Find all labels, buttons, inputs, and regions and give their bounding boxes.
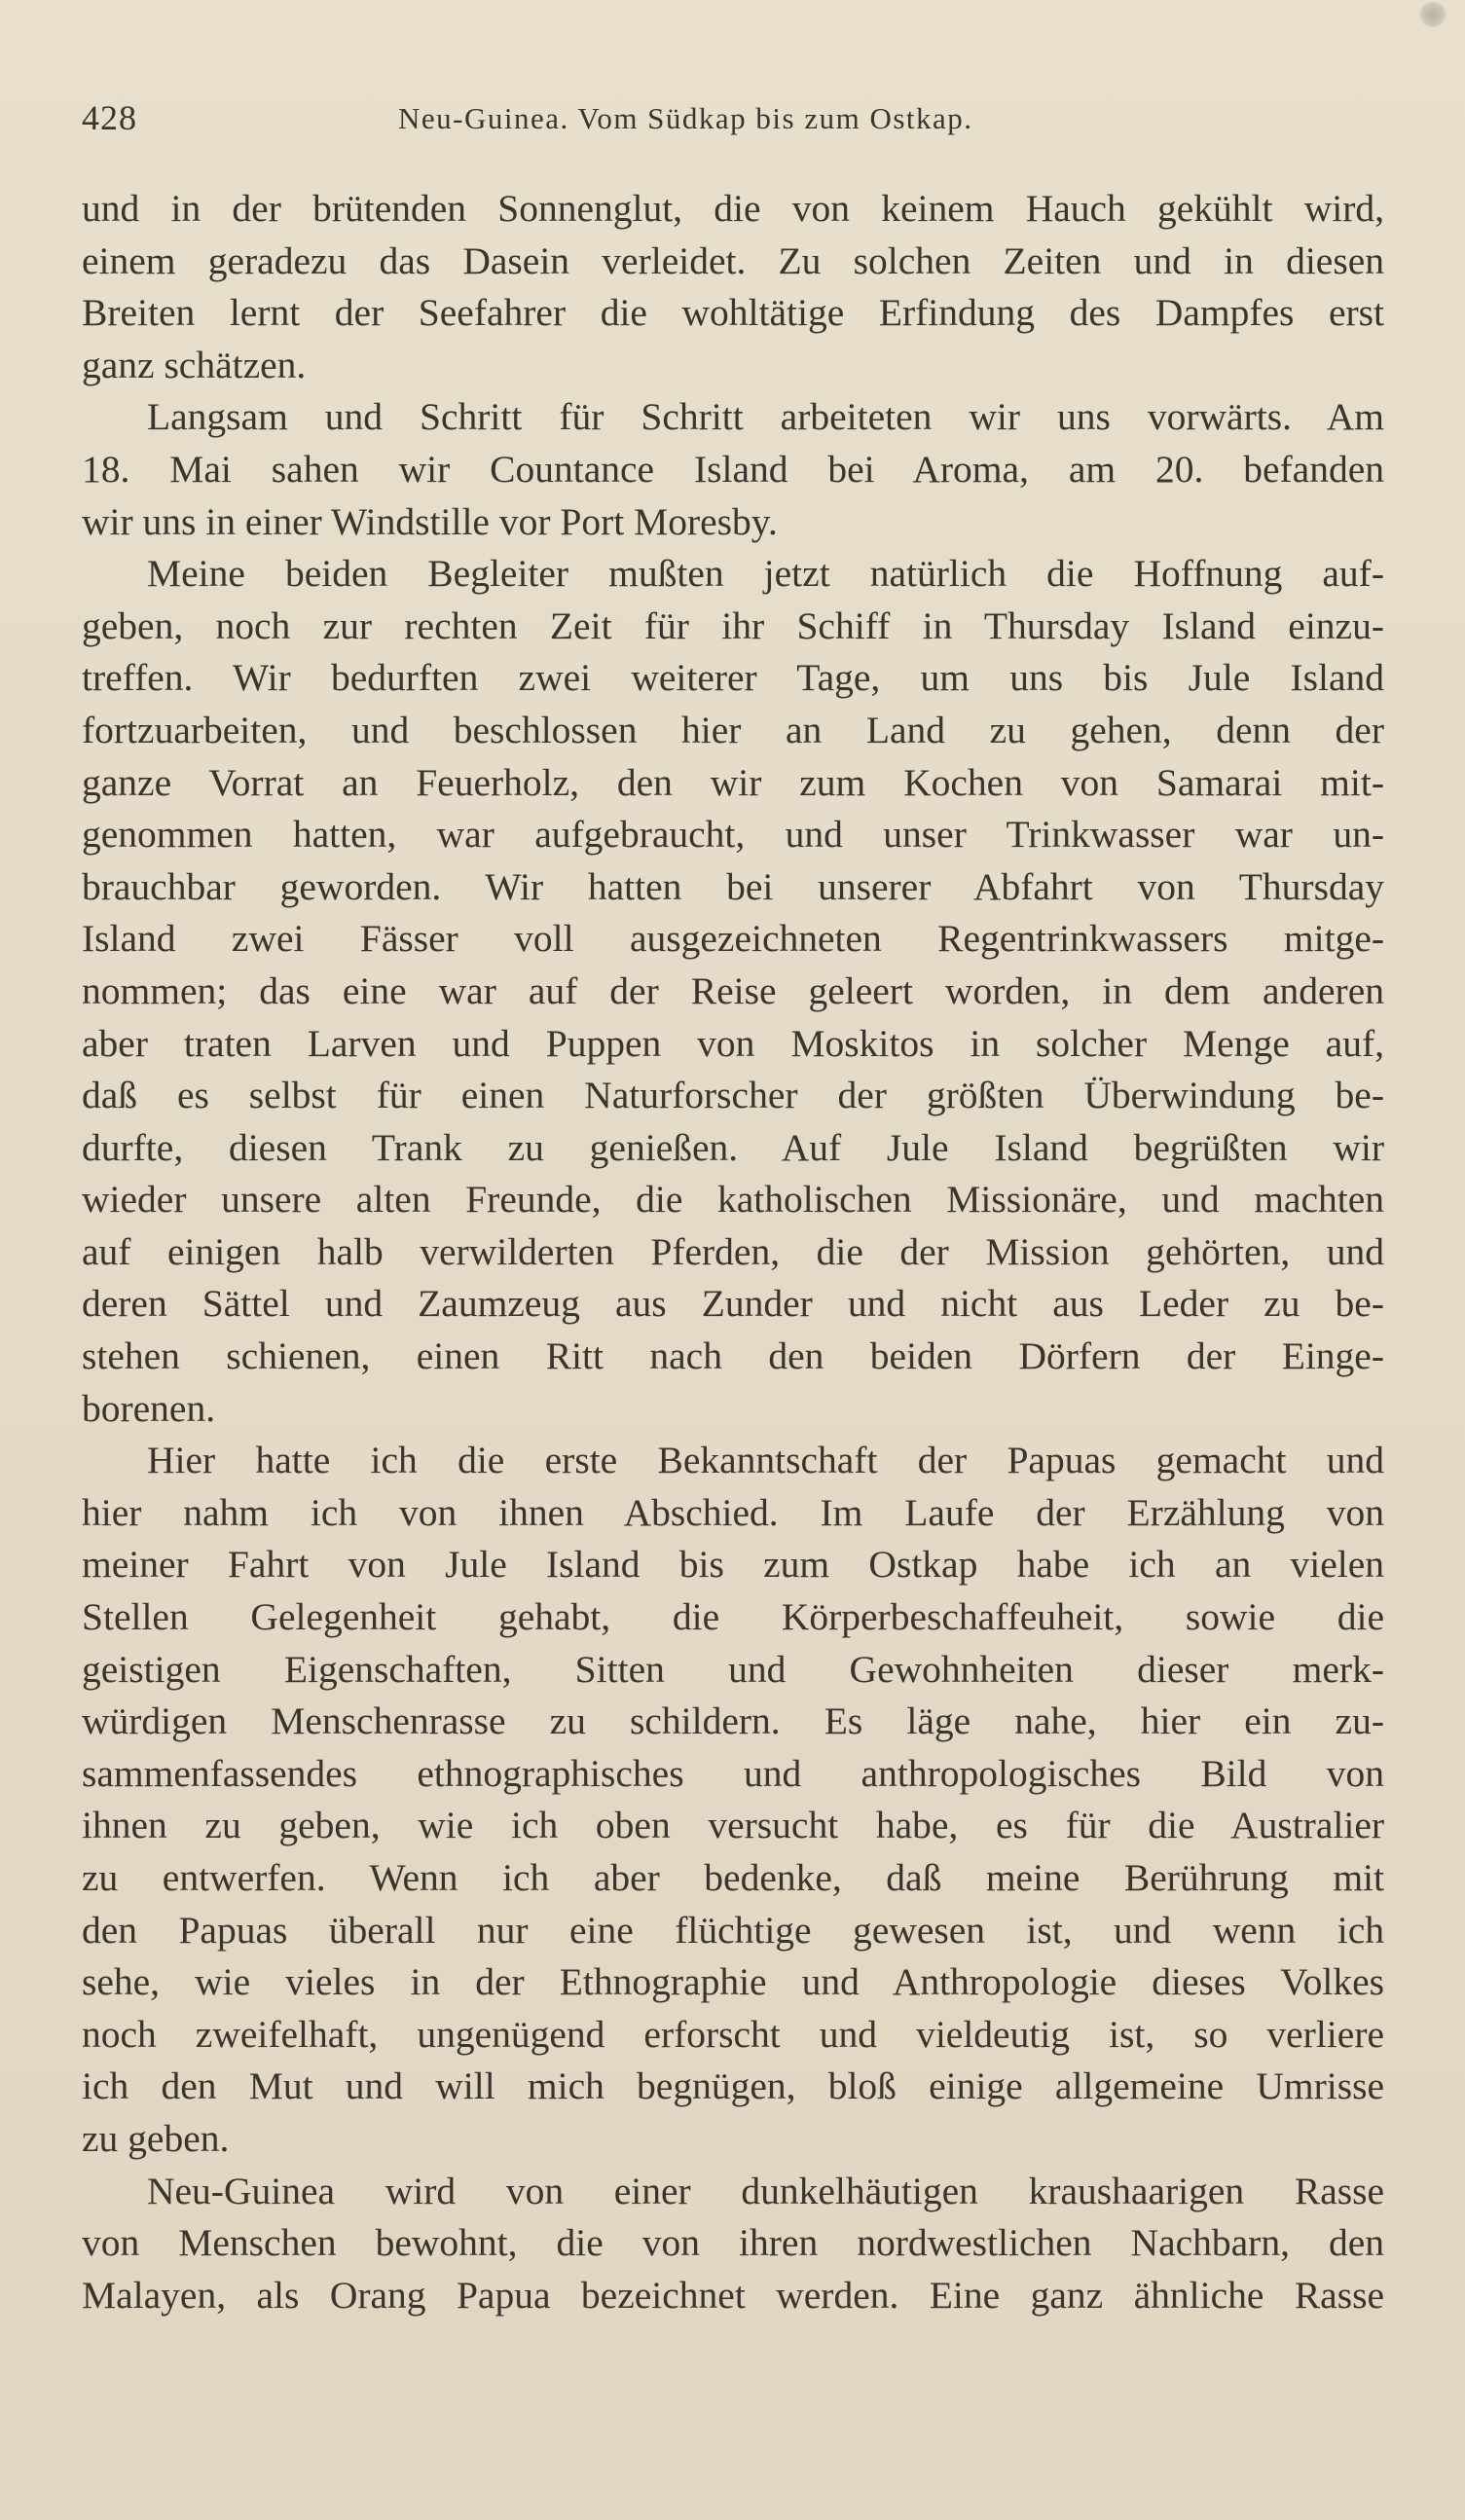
text-line: noch zweifelhaft, ungenügend erforscht und vieldeutig ist, so verliere (82, 2012, 1384, 2056)
text-line: Stellen Gelegenheit gehabt, die Körperbeschaffeuheit, sowie die (82, 1595, 1384, 1639)
text-line: deren Sättel und Zaumzeug aus Zunder und nicht aus Leder zu be- (82, 1282, 1384, 1326)
text-line: ihnen zu geben, wie ich oben versucht habe, es für die Australier (82, 1804, 1384, 1847)
text-line: würdigen Menschenrasse zu schildern. Es läge nahe, hier ein zu- (82, 1699, 1384, 1743)
text-line: Hier hatte ich die erste Bekanntschaft der Papuas gemacht und (147, 1439, 1384, 1482)
text-line: auf einigen halb verwilderten Pferden, die der Mission gehörten, und (82, 1229, 1384, 1273)
text-line: daß es selbst für einen Naturforscher der größten Überwindung be- (82, 1074, 1384, 1117)
text-line: Neu-Guinea wird von einer dunkelhäutigen kraushaarigen Rasse (147, 2169, 1384, 2212)
running-head (82, 97, 1386, 146)
text-line: genommen hatten, war aufgebraucht, und unser Trinkwasser war un- (82, 813, 1384, 857)
text-line: hier nahm ich von ihnen Abschied. Im Laufe der Erzählung von (82, 1490, 1384, 1534)
text-line: und in der brütenden Sonnenglut, die von keinem Hauch gekühlt wird, (82, 187, 1384, 230)
text-line: ich den Mut und will mich begnügen, bloß einige allgemeine Umrisse (82, 2064, 1384, 2108)
text-line: 18. Mai sahen wir Countance Island bei Aroma, am 20. befanden (82, 447, 1384, 491)
text-line: zu geben. (82, 2116, 230, 2160)
text-line: meiner Fahrt von Jule Island bis zum Ostkap habe ich an vielen (82, 1543, 1384, 1587)
text-line: nommen; das eine war auf der Reise geleert worden, in dem anderen (82, 968, 1384, 1012)
text-line: den Papuas überall nur eine flüchtige gewesen ist, und wenn ich (82, 1908, 1384, 1952)
text-line: Langsam und Schritt für Schritt arbeiteten wir uns vorwärts. Am (147, 395, 1384, 439)
text-line: brauchbar geworden. Wir hatten bei unserer Abfahrt von Thursday (82, 864, 1384, 908)
text-line: ganze Vorrat an Feuerholz, den wir zum Kochen von Samarai mit- (82, 760, 1384, 804)
text-line: von Menschen bewohnt, die von ihren nordwestlichen Nachbarn, den (82, 2221, 1384, 2265)
body-text (82, 183, 1384, 2321)
text-line: aber traten Larven und Puppen von Moskitos in solcher Menge auf, (82, 1021, 1384, 1065)
text-line: geistigen Eigenschaften, Sitten und Gewohnheiten dieser merk- (82, 1647, 1384, 1691)
text-line: borenen. (82, 1386, 216, 1430)
text-line: Meine beiden Begleiter mußten jetzt natürlich die Hoffnung auf- (147, 552, 1384, 596)
corner-blemish-mark (1418, 2, 1447, 27)
text-line: treffen. Wir bedurften zwei weiterer Tage, um uns bis Jule Island (82, 656, 1384, 700)
text-line: durfte, diesen Trank zu genießen. Auf Jule Island begrüßten wir (82, 1125, 1384, 1169)
text-line: sehe, wie vieles in der Ethnographie und Anthropologie dieses Volkes (82, 1960, 1384, 2004)
text-line: stehen schienen, einen Ritt nach den beiden Dörfern der Einge- (82, 1334, 1384, 1378)
text-line: zu entwerfen. Wenn ich aber bedenke, daß meine Berührung mit (82, 1856, 1384, 1899)
text-line: fortzuarbeiten, und beschlossen hier an Land zu gehen, denn der (82, 708, 1384, 751)
text-line: sammenfassendes ethnographisches und anthropologisches Bild von (82, 1751, 1384, 1795)
text-line: geben, noch zur rechten Zeit für ihr Schiff in Thursday Island einzu- (82, 603, 1384, 647)
text-line: Breiten lernt der Seefahrer die wohltätige Erfindung des Dampfes erst (82, 291, 1384, 335)
text-line: ganz schätzen. (82, 343, 307, 386)
page-number: 428 (82, 98, 137, 137)
text-line: wir uns in einer Windstille vor Port Moresby. (82, 499, 778, 543)
text-line: wieder unsere alten Freunde, die katholischen Missionäre, und machten (82, 1178, 1384, 1222)
running-title: Neu-Guinea. Vom Südkap bis zum Ostkap. (398, 101, 973, 135)
text-line: Malayen, als Orang Papua bezeichnet werden. Eine ganz ähnliche Rasse (82, 2273, 1384, 2317)
text-line: Island zwei Fässer voll ausgezeichneten Regentrinkwassers mitge- (82, 917, 1384, 961)
text-line: einem geradezu das Dasein verleidet. Zu solchen Zeiten und in diesen (82, 238, 1384, 282)
